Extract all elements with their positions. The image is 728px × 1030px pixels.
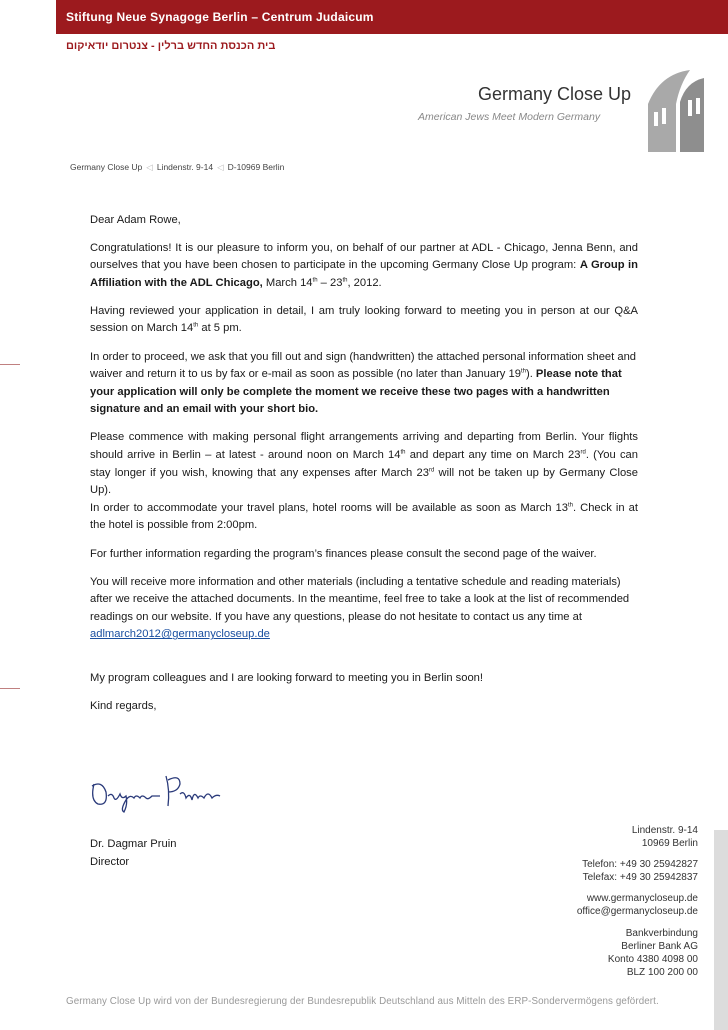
- fold-mark: [0, 364, 20, 365]
- closing: Kind regards,: [90, 700, 157, 713]
- contact-email-link[interactable]: adlmarch2012@germanycloseup.de: [90, 628, 270, 641]
- contact-website: www.germanycloseup.de: [586, 893, 698, 905]
- separator-icon: ◁: [217, 162, 224, 172]
- signer-title: Director: [90, 855, 130, 868]
- contact-street: Lindenstr. 9-14: [631, 825, 698, 836]
- paragraph-7: My program colleagues and I are looking forward to meeting you in Berlin soon!: [90, 671, 484, 684]
- fold-mark: [0, 688, 20, 689]
- salutation: Dear Adam Rowe,: [90, 214, 181, 226]
- contact-city: 10969 Berlin: [641, 838, 698, 850]
- paragraph-6: You will receive more information and other materials (including a tentative schedule and reading materials) after we receive the attached documents. In the meantime, feel free to take a look at the list of recommended readings on our website. If you have any questions, please do not hesitate to contact us any time at adlmarch2012@germanycloseup.de: [90, 575, 630, 641]
- paragraph-4: Please commence with making personal flight arrangements arriving and departing from Berlin. Your flights should arrive in Berlin – at latest - around noon on March 14th and depart any time on March 23rd. (You can stay longer if you wish, knowing that any expenses after March 23rd will not be taken up by Germany Close Up). In order to accommodate your travel plans, hotel rooms will be available as soon as March 13th. Check in at the hotel is possible from 2:00pm.: [90, 431, 638, 532]
- arches-logo-icon: [640, 64, 710, 154]
- contact-email: office@germanycloseup.de: [576, 906, 698, 918]
- contact-block: [540, 824, 698, 979]
- bank-code: BLZ 100 200 00: [626, 966, 698, 978]
- signer-name: Dr. Dagmar Pruin: [90, 838, 177, 850]
- org-name: Stiftung Neue Synagoge Berlin – Centrum Judaicum: [66, 10, 374, 24]
- paragraph-2: Having reviewed your application in detail, I am truly looking forward to meeting you in person at our Q&A session on March 14th at 5 pm.: [90, 304, 638, 335]
- contact-phone: Telefon: +49 30 25942827: [582, 859, 698, 871]
- brand-title: Germany Close Up: [478, 84, 632, 104]
- bank-label: Bankverbindung: [625, 927, 698, 939]
- brand-subtitle: American Jews Meet Modern Germany: [418, 111, 601, 123]
- sender-address: [70, 162, 284, 173]
- address-name: Germany Close Up: [70, 162, 143, 172]
- paragraph-5: For further information regarding the program’s finances please consult the second page of the waiver.: [90, 547, 597, 560]
- letter-body: [90, 212, 638, 726]
- paragraph-3: In order to proceed, we ask that you fill out and sign (handwritten) the attached personal information sheet and waiver and return it to us by fax or e-mail as soon as possible (no later than January 19th). Please note that your application will only be complete the moment we receive these two pages with a handwritten signature and an email with your short bio.: [90, 350, 637, 416]
- bank-name: Berliner Bank AG: [621, 940, 698, 952]
- paragraph-1: Congratulations! It is our pleasure to inform you, on behalf of our partner at ADL - Chicago, Jenna Benn, and ourselves that you have been chosen to participate in the upcoming Germany Close Up program: A Group in Affiliation with the ADL Chicago, March 14th – 23th, 2012.: [90, 241, 638, 289]
- contact-fax: Telefax: +49 30 25942837: [582, 872, 698, 884]
- handwritten-signature: [88, 770, 228, 816]
- address-street: Lindenstr. 9-14: [156, 162, 214, 172]
- signer-block: [90, 836, 176, 871]
- hebrew-org-name: בית הכנסת החדש ברלין - צנטרום יודאיקום: [66, 40, 276, 52]
- separator-icon: ◁: [146, 162, 153, 172]
- bank-account: Konto 4380 4098 00: [607, 953, 698, 965]
- address-city: D-10969 Berlin: [227, 162, 285, 172]
- side-decoration: [714, 830, 728, 1030]
- footer-note: Germany Close Up wird von der Bundesregierung der Bundesrepublik Deutschland aus Mitteln des ERP-Sondervermögens gefördert.: [66, 996, 659, 1007]
